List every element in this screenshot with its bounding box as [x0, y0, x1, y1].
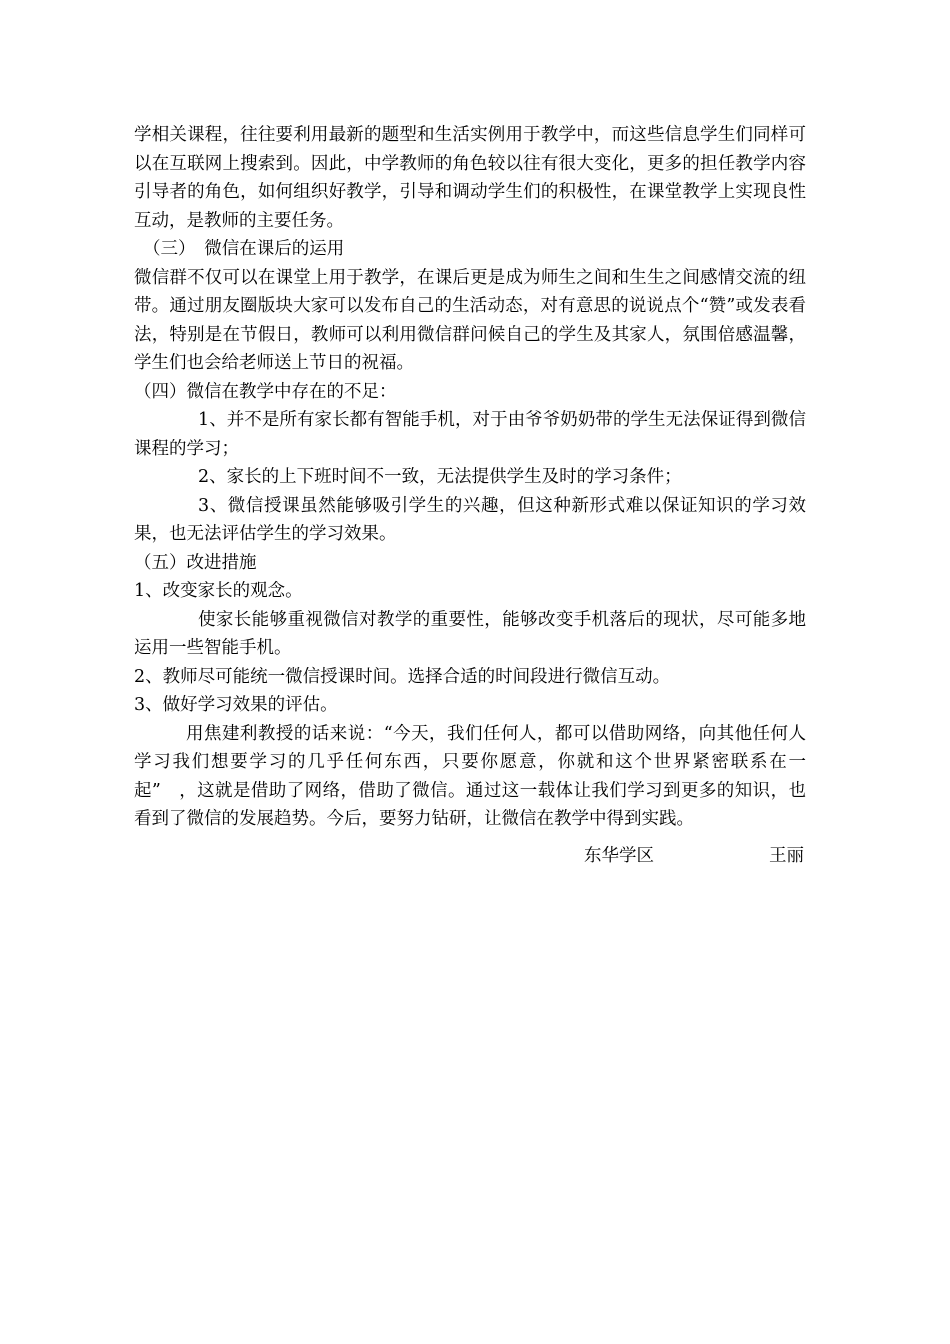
section-heading-4: （四）微信在教学中存在的不足： [134, 381, 397, 402]
measure-item-3: 3、做好学习效果的评估。 [134, 695, 338, 715]
signature [584, 842, 804, 870]
section-heading-5: （五）改进措施 [134, 552, 257, 573]
document-body [134, 121, 806, 834]
shortcoming-item-1: 1、并不是所有家长都有智能手机，对于由爷爷奶奶带的学生无法保证得到微信课程的学习； [134, 410, 806, 459]
shortcoming-item-3: 3、微信授课虽然能够吸引学生的兴趣，但这种新形式难以保证知识的学习效果，也无法评估学生的学习效果。 [134, 495, 806, 544]
paragraph-conclusion: 用焦建利教授的话来说：“今天，我们任何人，都可以借助网络，向其他任何人学习我们想要学习的几乎任何东西，只要你愿意，你就和这个世界紧密联系在一起” ，这就是借助了网络，借助了微信。通过这一载体让我们学习到更多的知识，也看到了微信的发展趋势。今后，要努力钻研，让微信在教学中得到实践。 [134, 723, 806, 829]
measure-item-2: 2、教师尽可能统一微信授课时间。选择合适的时间段进行微信互动。 [134, 666, 671, 687]
measure-item-1-detail: 使家长能够重视微信对教学的重要性，能够改变手机落后的现状，尽可能多地运用一些智能手机。 [134, 609, 806, 658]
section-heading-3: （三） 微信在课后的运用 [143, 239, 345, 259]
signature-district: 东华学区 [584, 846, 654, 866]
measure-item-1: 1、改变家长的观念。 [134, 581, 303, 601]
signature-author: 王丽 [769, 846, 804, 866]
paragraph-after-class: 微信群不仅可以在课堂上用于教学，在课后更是成为师生之间和生生之间感情交流的纽带。通过朋友圈版块大家可以发布自己的生活动态，对有意思的说说点个“赞”或发表看法，特别是在节假日，教师可以利用微信群问候自己的学生及其家人，氛围倍感温馨，学生们也会给老师送上节日的祝福。 [134, 267, 806, 373]
shortcoming-item-2: 2、家长的上下班时间不一致，无法提供学生及时的学习条件； [198, 467, 682, 487]
paragraph-intro: 学相关课程，往往要利用最新的题型和生活实例用于教学中，而这些信息学生们同样可以在互联网上搜索到。因此，中学教师的角色较以往有很大变化，更多的担任教学内容引导者的角色，如何组织好教学，引导和调动学生们的积极性，在课堂教学上实现良性互动，是教师的主要任务。 [134, 125, 806, 231]
